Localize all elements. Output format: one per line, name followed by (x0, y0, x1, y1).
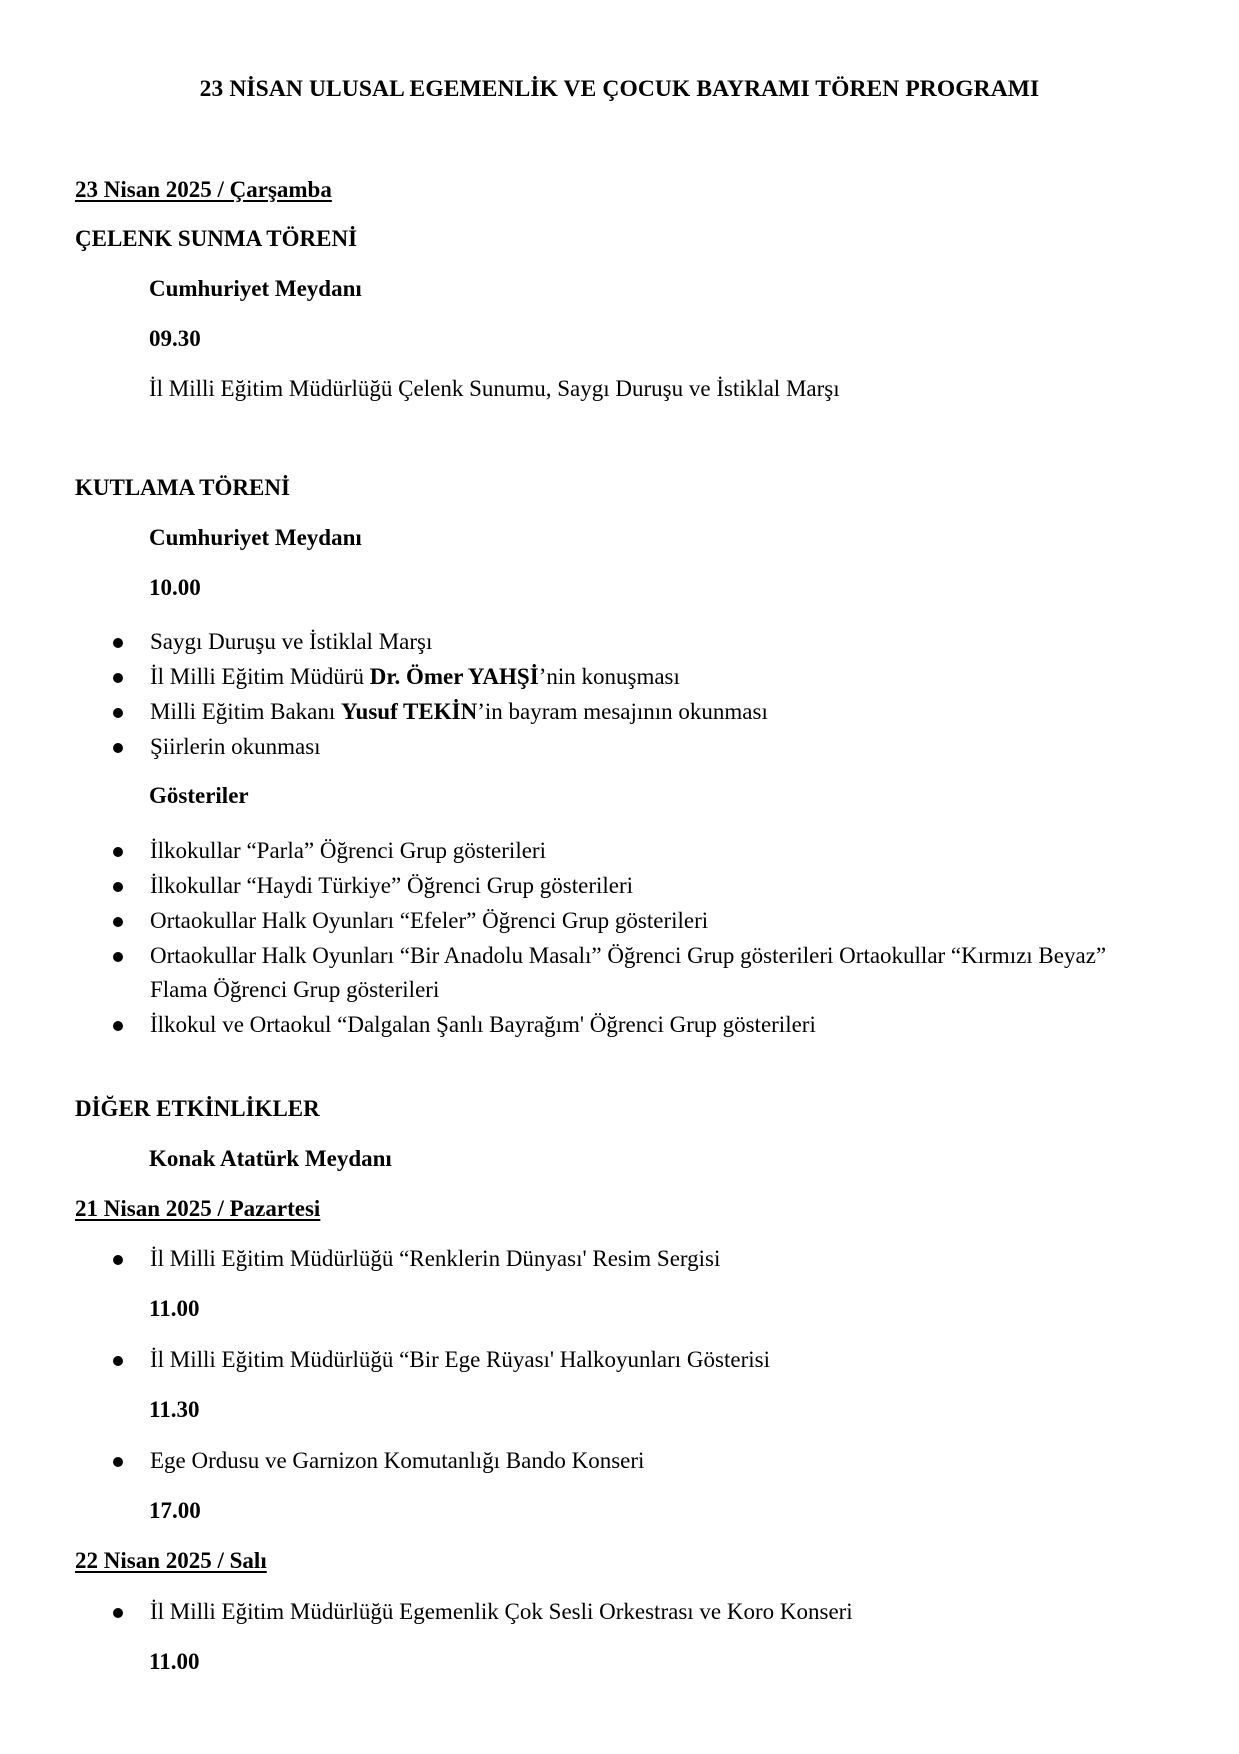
event-item: İl Milli Eğitim Müdürlüğü “Bir Ege Rüyası' Halkoyunları Gösterisi (150, 1347, 770, 1372)
gosteri-item: İlkokullar “Haydi Türkiye” Öğrenci Grup gösterileri (150, 873, 634, 898)
gosteri-item: İlkokul ve Ortaokul “Dalgalan Şanlı Bayrağım' Öğrenci Grup gösterileri (150, 1012, 816, 1037)
gosteri-item: Ortaokullar Halk Oyunları “Bir Anadolu Masalı” Öğrenci Grup gösterileri Ortaokullar “Kırmızı Beyaz” Flama Öğrenci Grup gösterileri (150, 943, 1107, 1002)
kutlama-place: Cumhuriyet Meydanı (149, 525, 362, 550)
diger-heading: DİĞER ETKİNLİKLER (75, 1096, 320, 1121)
message-prefix: Milli Eğitim Bakanı (150, 699, 342, 724)
bullet (113, 1457, 123, 1467)
minister-name: Yusuf TEKİN (341, 699, 478, 724)
kutlama-time: 10.00 (149, 575, 201, 600)
event-item: İl Milli Eğitim Müdürlüğü Egemenlik Çok Sesli Orkestrası ve Koro Konseri (150, 1599, 853, 1624)
celenk-place: Cumhuriyet Meydanı (149, 276, 362, 301)
celenk-heading: ÇELENK SUNMA TÖRENİ (75, 226, 358, 251)
bullet (113, 1356, 123, 1366)
kutlama-item: Saygı Duruşu ve İstiklal Marşı (150, 629, 433, 654)
bullet (113, 708, 123, 718)
event-item: Ege Ordusu ve Garnizon Komutanlığı Bando Konseri (150, 1448, 645, 1473)
gosteri-item: Ortaokullar Halk Oyunları “Efeler” Öğrenci Grup gösterileri (150, 908, 709, 933)
bullet (113, 1255, 123, 1265)
diger-place: Konak Atatürk Meydanı (149, 1146, 392, 1171)
bullet (113, 952, 123, 962)
gosteriler-heading: Gösteriler (149, 783, 249, 808)
celenk-time: 09.30 (149, 326, 201, 351)
date-heading-21: 21 Nisan 2025 / Pazartesi (75, 1196, 321, 1221)
date-heading-23: 23 Nisan 2025 / Çarşamba (75, 177, 332, 202)
bullet (113, 638, 123, 648)
bullet (113, 1021, 123, 1031)
kutlama-heading: KUTLAMA TÖRENİ (75, 475, 290, 500)
bullet (113, 673, 123, 683)
kutlama-item-speech (150, 663, 680, 691)
bullet (113, 882, 123, 892)
event-time: 11.30 (149, 1397, 200, 1422)
document-title: 23 NİSAN ULUSAL EGEMENLİK VE ÇOCUK BAYRAMI TÖREN PROGRAMI (199, 76, 1040, 102)
kutlama-item-message (150, 698, 768, 726)
message-suffix: ’in bayram mesajının okunması (477, 699, 768, 724)
speech-prefix: İl Milli Eğitim Müdürü (150, 664, 370, 689)
speech-suffix: ’nin konuşması (538, 664, 680, 689)
date-heading-22: 22 Nisan 2025 / Salı (75, 1548, 267, 1573)
bullet (113, 917, 123, 927)
speaker-name: Dr. Ömer YAHŞİ (369, 664, 539, 689)
bullet (113, 847, 123, 857)
event-item: İl Milli Eğitim Müdürlüğü “Renklerin Dünyası' Resim Sergisi (150, 1246, 721, 1271)
gosteri-item: İlkokullar “Parla” Öğrenci Grup gösterileri (150, 838, 546, 863)
event-time: 17.00 (149, 1498, 201, 1523)
bullet (113, 743, 123, 753)
event-time: 11.00 (149, 1296, 200, 1321)
bullet (113, 1608, 123, 1618)
event-time: 11.00 (149, 1649, 200, 1674)
celenk-desc: İl Milli Eğitim Müdürlüğü Çelenk Sunumu, Saygı Duruşu ve İstiklal Marşı (149, 376, 840, 401)
kutlama-item: Şiirlerin okunması (150, 734, 321, 759)
